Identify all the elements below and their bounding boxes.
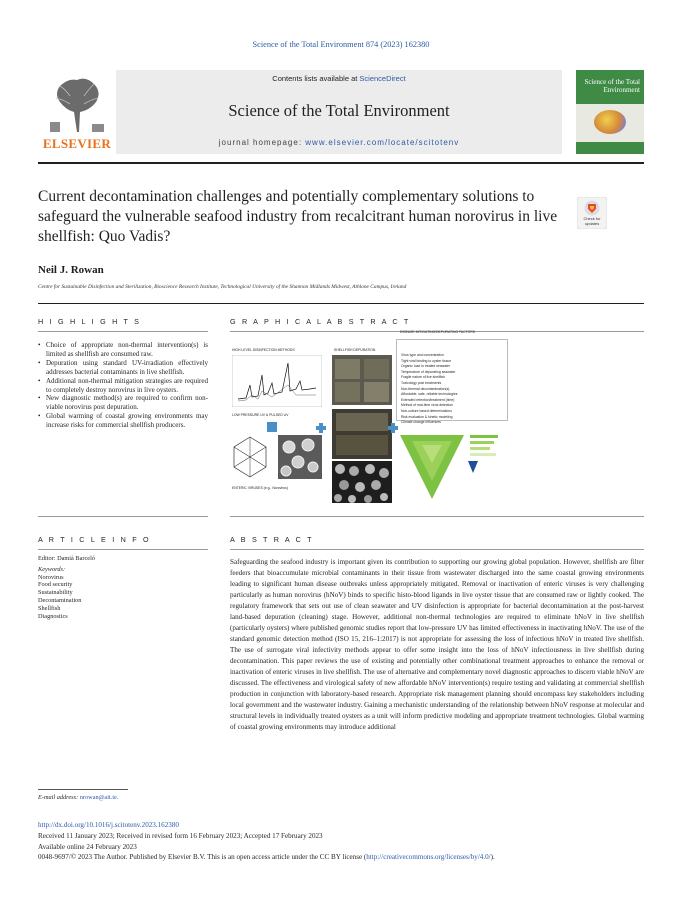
highlight-item: • Depuration using standard UV-irradiation effectively addresses bacterial contaminants in live shellfish. bbox=[38, 359, 208, 377]
homepage-link[interactable]: www.elsevier.com/locate/scitotenv bbox=[305, 138, 460, 147]
ga-factor-item: Method of real-time virus detection bbox=[401, 403, 454, 408]
elsevier-logo[interactable] bbox=[38, 70, 116, 154]
elsevier-tree-icon bbox=[46, 72, 108, 134]
keyword-item[interactable]: Shellfish bbox=[38, 604, 61, 612]
header-divider bbox=[38, 162, 644, 164]
article-info-rule bbox=[38, 549, 208, 550]
doi-link[interactable]: http://dx.doi.org/10.1016/j.scitotenv.2023.162380 bbox=[38, 821, 179, 829]
graphical-abstract[interactable] bbox=[230, 330, 644, 507]
cover-title: Science of the Total Environment bbox=[584, 78, 640, 94]
author-affiliation: Centre for Sustainable Disinfection and Sterilization, Bioscience Research Institute, Technological University of the Shannon Midlands Midwest, Athlone Campus, Ireland bbox=[38, 284, 407, 290]
running-head[interactable]: Science of the Total Environment 874 (2023) 162380 bbox=[252, 40, 430, 49]
highlight-item: • Additional non-thermal mitigation strategies are required to completely destroy norovirus in live oysters. bbox=[38, 377, 208, 395]
ga-factor-item: Tight viral binding to oyster tissue bbox=[401, 358, 452, 363]
ga-icosahedron-diagram bbox=[232, 435, 268, 479]
ga-spectrum-plot bbox=[232, 355, 322, 407]
ga-virus-label: ENTERIC VIRUSES (e.g., Norovirus) bbox=[232, 486, 288, 490]
ga-factor-item: Risk evaluation & kinetic modeling bbox=[401, 414, 453, 419]
ga-particle-micrograph bbox=[332, 461, 392, 503]
graphical-abstract-bottom-rule bbox=[230, 516, 644, 517]
keyword-item[interactable]: Diagnostics bbox=[38, 612, 68, 620]
graphical-abstract-heading: G R A P H I C A L A B S T R A C T bbox=[230, 317, 411, 326]
ga-virus-micrograph bbox=[278, 435, 322, 479]
homepage-prefix: journal homepage: bbox=[218, 138, 306, 147]
keyword-item[interactable]: Sustainability bbox=[38, 589, 73, 597]
ga-uv-label: LOW PRESSURE UV & PULSED UV bbox=[232, 413, 289, 417]
sciencedirect-link[interactable]: ScienceDirect bbox=[359, 74, 406, 83]
corresponding-email bbox=[38, 794, 118, 801]
ga-factor-item: Fragile nature of live shellfish bbox=[401, 375, 445, 380]
highlights-heading: H I G H L I G H T S bbox=[38, 317, 142, 326]
check-updates-label: Check for updates bbox=[583, 216, 601, 226]
highlights-rule bbox=[38, 331, 208, 332]
plus-connector-icon bbox=[316, 423, 326, 433]
highlights-list bbox=[38, 341, 208, 430]
ga-factor-item: Toxicology post treatments bbox=[401, 380, 442, 385]
ga-factor-item: Affordable, safe, reliable technologies bbox=[401, 392, 458, 397]
ga-disinfection-label: HIGH LEVEL DISINFECTION METHODS bbox=[232, 348, 295, 352]
ga-factor-item: Temperature of depurating seawater bbox=[401, 369, 456, 374]
keyword-item[interactable]: Food security bbox=[38, 581, 73, 589]
email-label: E-mail address: bbox=[38, 794, 80, 801]
ga-factor-item: Organic load in treated seawater bbox=[401, 364, 451, 369]
check-for-updates-badge[interactable] bbox=[577, 197, 607, 229]
highlight-item: • New diagnostic method(s) are required to confirm non-viable norovirus post depuration. bbox=[38, 394, 208, 412]
ga-depuration-photo bbox=[332, 355, 392, 459]
ga-factor-item: Non-thermal decontamination(s) bbox=[401, 386, 450, 391]
highlight-item: • Choice of appropriate non-thermal intervention(s) is limited as shellfish are consumed raw. bbox=[38, 341, 208, 359]
author-name[interactable]: Neil J. Rowan bbox=[38, 264, 104, 276]
license-link[interactable]: http://creativecommons.org/licenses/by/4.0/ bbox=[366, 853, 491, 862]
journal-title: Science of the Total Environment bbox=[228, 101, 450, 120]
article-info-heading: A R T I C L E I N F O bbox=[38, 535, 151, 544]
license-suffix: ). bbox=[490, 853, 495, 862]
ga-factor-item: Virus type and concentration bbox=[401, 353, 444, 357]
abstract-text: Safeguarding the seafood industry is important given its contribution to supporting our growing global population. However, shellfish are filter feeders that bioaccumulate microbial contaminants in their tissue from wastewater discharged into the same coastal growing environments leading to significant human disease outbreaks unless appropriately mitigated. Removal or inactivation of enteric viruses is very challenging particularly as human norovirus (hNoV) binds to specific histo-blood ligands in live oyster tissue that are consumed raw or lightly cooked. The regulatory framework that sets out use of clean seawater and UV disinfection is appropriate for bacterial decontamination at the post-harvest land-based depuration (cleaning) stage. However, additional non-thermal technologies are required to eliminate hNoV in live shellfish (particularly oysters) where published genomic studies report that low-pressure UV has limited effectiveness in inactivating hNoV. The use of the standard genomic detection method (ISO 15, 216–1:2017) is not appropriate for assessing the loss of infectious hNoV in treated live shellfish. The use of surrogate viral infectivity methods appear to offer some insight into the loss of hNoV infectiousness in live shellfish during decontamination. This paper reviews the use of existing and potentially other combinational treatment approaches to enhance the removal or inactivation of enteric viruses in live shellfish. The use of alternative and complementary novel diagnostic approaches to discern viable hNoV are discussed. The effectiveness and virological safety of new affordable hNoV intervention(s) require testing and validating at commercial shellfish production in conjunction with laboratory-based research. Appropriate risk management planning should encompass key stakeholders including local government and the wastewater industry. Gaining a mechanistic understanding of the relationship between hNoV response at molecular and structural levels in individually treated oysters as a unit will inform predictive modeling and appropriate treatment technologies. Global warming of coastal growing environments may introduce additional bbox=[230, 558, 644, 731]
contents-line bbox=[116, 74, 562, 83]
article-title: Current decontamination challenges and potentially complementary solutions to safeguard the vulnerable seafood industry from recalcitrant human norovirus in live shellfish: Quo Vadis? bbox=[38, 188, 558, 245]
ga-factor-item: Climate change influences bbox=[401, 420, 441, 425]
arrow-down-icon bbox=[266, 421, 278, 433]
ga-factor-item: Non-culture based determinations bbox=[401, 408, 452, 413]
highlights-bottom-rule bbox=[38, 516, 208, 517]
affiliation-divider bbox=[38, 303, 644, 304]
keyword-item[interactable]: Decontamination bbox=[38, 596, 82, 604]
journal-homepage bbox=[116, 138, 562, 147]
keywords-label: Keywords: bbox=[38, 565, 66, 573]
abstract-heading: A B S T R A C T bbox=[230, 535, 314, 544]
received-dates: Received 11 January 2023; Received in revised form 16 February 2023; Accepted 17 February 2023 bbox=[38, 831, 323, 840]
cover-image bbox=[594, 110, 626, 134]
ga-factors-box bbox=[396, 339, 508, 425]
email-link[interactable]: nrowan@ait.ie. bbox=[79, 794, 119, 801]
plus-connector-icon bbox=[388, 423, 398, 433]
journal-cover-thumbnail[interactable] bbox=[576, 70, 644, 154]
highlight-item: • Global warming of coastal growing environments may increase risks for commercial shellfish producers. bbox=[38, 412, 208, 430]
article-info bbox=[38, 555, 208, 620]
ga-factors-label: DISEASE MITIGATING/DEPURATING FACTORS bbox=[400, 330, 475, 334]
abstract-rule bbox=[230, 549, 644, 550]
ga-risk-triangle-diagram bbox=[398, 433, 502, 503]
editor-line: Editor: Damià Barceló bbox=[38, 555, 96, 562]
footnote-rule bbox=[38, 789, 128, 790]
keyword-item[interactable]: Norovirus bbox=[38, 573, 64, 581]
elsevier-wordmark: ELSEVIER bbox=[42, 136, 112, 151]
available-online: Available online 24 February 2023 bbox=[38, 842, 137, 851]
contents-prefix: Contents lists available at bbox=[272, 74, 360, 83]
license-prefix: 0048-9697/© 2023 The Author. Published by Elsevier B.V. This is an open access article under the CC BY license ( bbox=[38, 853, 367, 862]
publication-info bbox=[38, 820, 644, 863]
ga-depuration-label: SHELLFISH DEPURATION bbox=[334, 348, 376, 352]
ga-factors-list bbox=[401, 353, 501, 426]
license-line bbox=[38, 852, 644, 863]
ga-factor-item: Extended retention/treatment (time) bbox=[401, 397, 455, 402]
